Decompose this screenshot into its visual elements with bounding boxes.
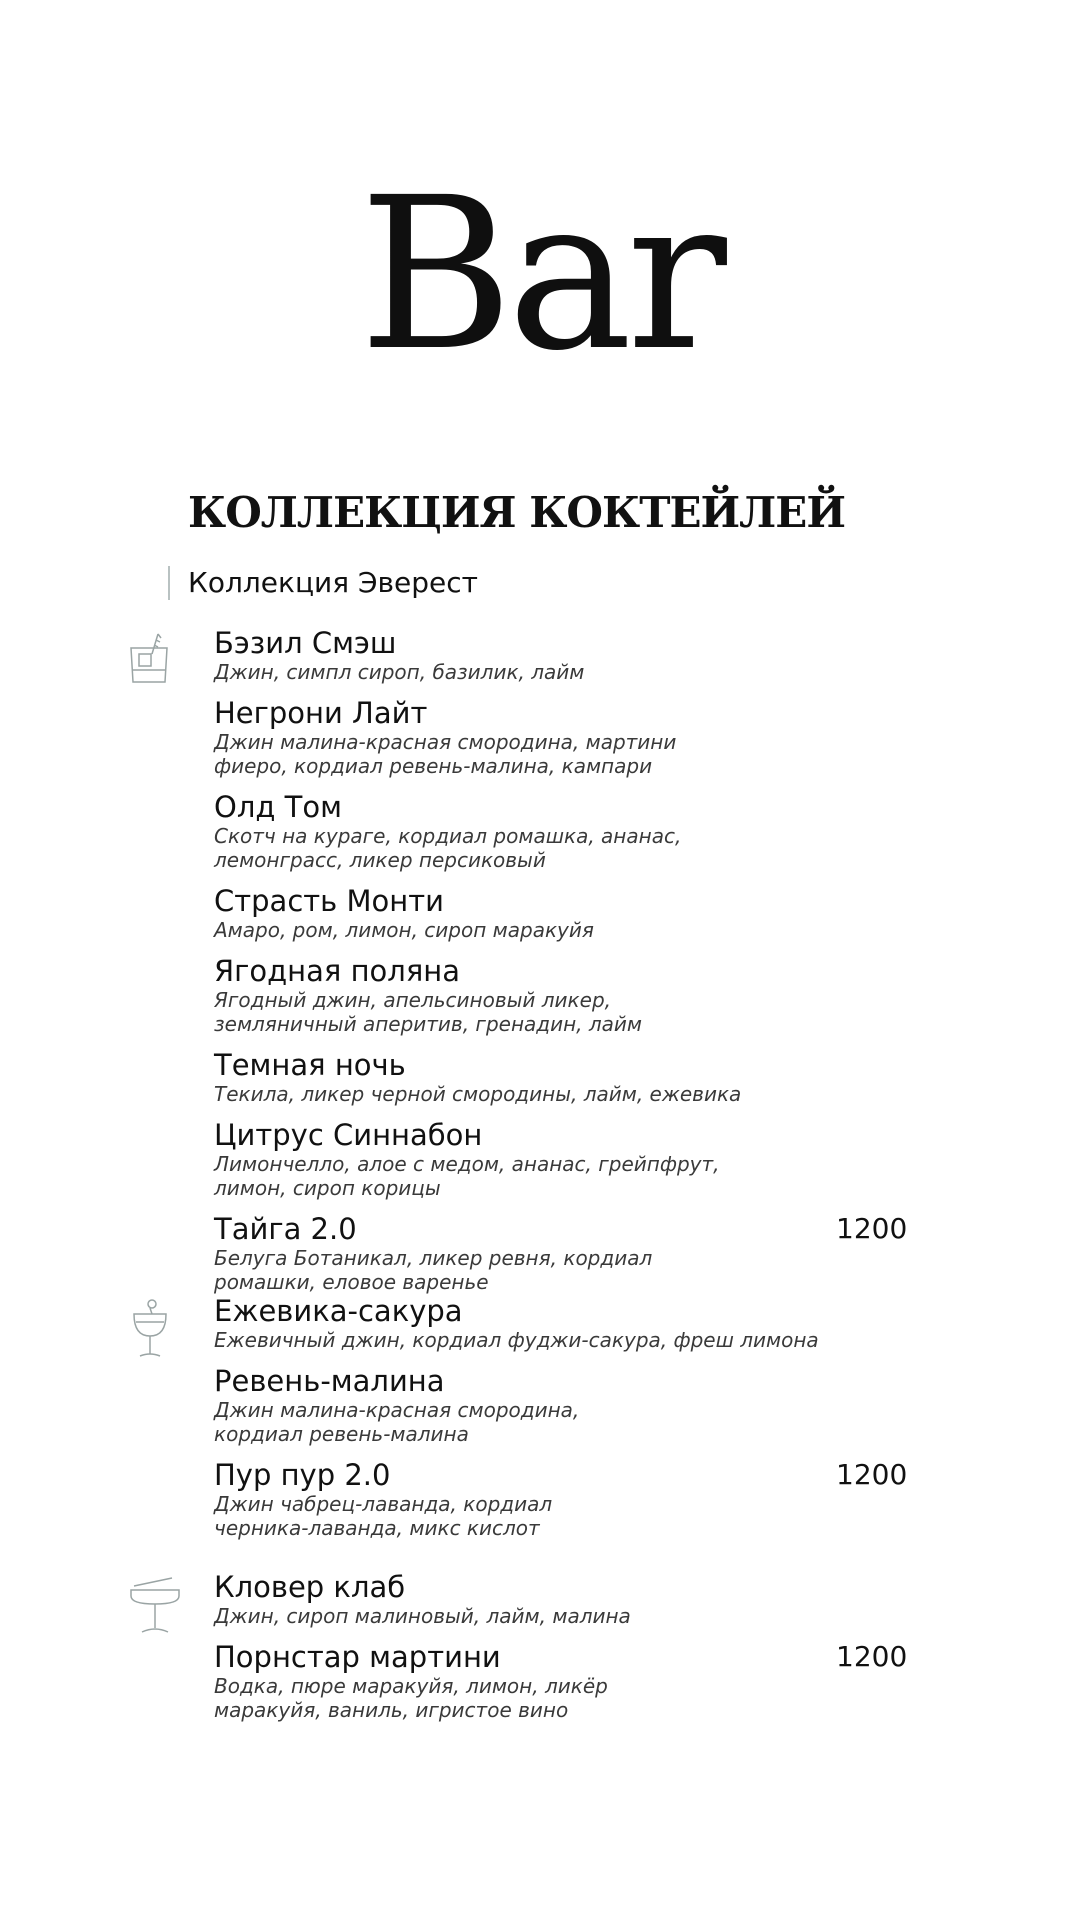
item-price: 1200 xyxy=(836,1640,908,1673)
item-description: Джин, сироп малиновый, лайм, малина xyxy=(214,1604,631,1628)
menu-item xyxy=(214,954,914,1036)
menu-item xyxy=(214,1640,914,1722)
item-name: Цитрус Синнабон xyxy=(214,1118,483,1152)
item-name: Тайга 2.0 xyxy=(214,1212,357,1246)
rocks-glass-icon xyxy=(128,630,172,686)
item-description: Текила, ликер черной смородины, лайм, ежевика xyxy=(214,1082,742,1106)
item-name: Негрони Лайт xyxy=(214,696,428,730)
item-description: Белуга Ботаникал, ликер ревня, кордиал ромашки, еловое варенье xyxy=(214,1246,653,1294)
menu-item xyxy=(214,1570,914,1628)
item-description: Джин малина-красная смородина, кордиал ревень-малина xyxy=(214,1398,580,1446)
menu-item xyxy=(214,1294,914,1352)
item-name: Олд Том xyxy=(214,790,342,824)
section-title: КОЛЛЕКЦИЯ КОКТЕЙЛЕЙ xyxy=(188,488,845,537)
item-description: Джин малина-красная смородина, мартини фиеро, кордиал ревень-малина, кампари xyxy=(214,730,677,778)
menu-group-3 xyxy=(214,1570,914,1734)
menu-group-1 xyxy=(214,626,914,1306)
coupe-glass-icon xyxy=(128,1576,182,1636)
menu-item xyxy=(214,1048,914,1106)
item-name: Темная ночь xyxy=(214,1048,406,1082)
item-name: Ревень-малина xyxy=(214,1364,445,1398)
item-description: Джин, симпл сироп, базилик, лайм xyxy=(214,660,585,684)
item-description: Ежевичный джин, кордиал фуджи-сакура, фреш лимона xyxy=(214,1328,819,1352)
menu-item xyxy=(214,696,914,778)
page-title: Bar xyxy=(359,152,721,397)
item-price: 1200 xyxy=(836,1212,908,1245)
item-name: Пур пур 2.0 xyxy=(214,1458,391,1492)
item-description: Джин чабрец-лаванда, кордиал черника-лаванда, микс кислот xyxy=(214,1492,553,1540)
menu-item xyxy=(214,884,914,942)
menu-item xyxy=(214,1118,914,1200)
item-price: 1200 xyxy=(836,1458,908,1491)
menu-group-2 xyxy=(214,1294,914,1552)
item-description: Амаро, ром, лимон, сироп маракуйя xyxy=(214,918,594,942)
menu-item xyxy=(214,1458,914,1540)
menu-item xyxy=(214,1212,914,1294)
wine-glass-icon xyxy=(128,1296,172,1360)
menu-item xyxy=(214,1364,914,1446)
item-name: Порнстар мартини xyxy=(214,1640,501,1674)
menu-item xyxy=(214,626,914,684)
item-name: Ягодная поляна xyxy=(214,954,460,988)
item-description: Ягодный джин, апельсиновый ликер, земляничный аперитив, гренадин, лайм xyxy=(214,988,643,1036)
item-description: Скотч на кураге, кордиал ромашка, ананас, лемонграсс, ликер персиковый xyxy=(214,824,682,872)
item-description: Водка, пюре маракуйя, лимон, ликёр маракуйя, ваниль, игристое вино xyxy=(214,1674,608,1722)
menu-item xyxy=(214,790,914,872)
item-name: Страсть Монти xyxy=(214,884,444,918)
item-description: Лимончелло, алое с медом, ананас, грейпфрут, лимон, сироп корицы xyxy=(214,1152,720,1200)
subsection-title: Коллекция Эверест xyxy=(168,566,478,600)
item-name: Кловер клаб xyxy=(214,1570,406,1604)
item-name: Ежевика-сакура xyxy=(214,1294,463,1328)
item-name: Бэзил Смэш xyxy=(214,626,397,660)
